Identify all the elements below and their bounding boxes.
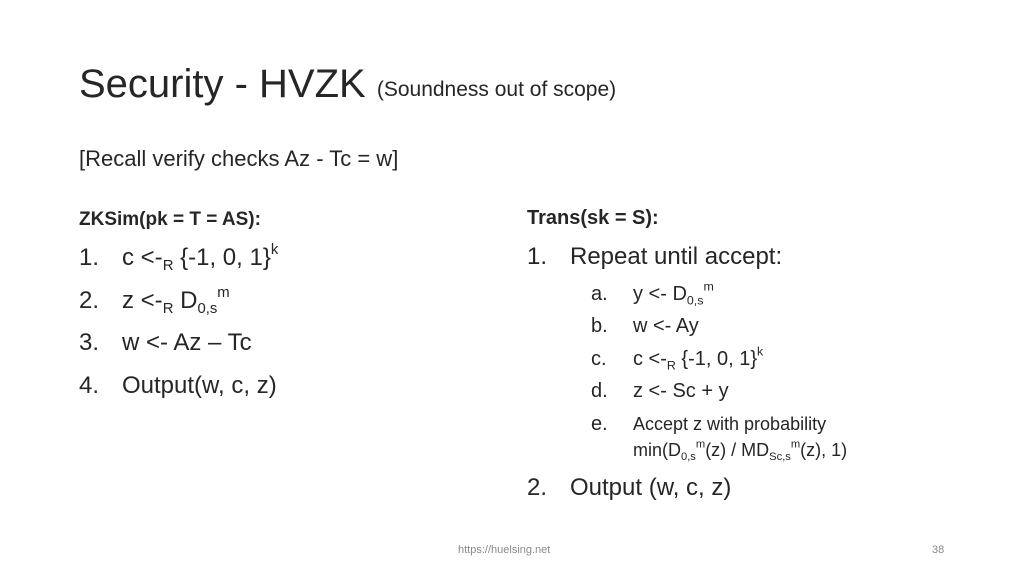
list-letter: a. xyxy=(591,283,608,305)
title-note: (Soundness out of scope) xyxy=(376,78,617,101)
list-number: 3. xyxy=(79,329,100,356)
list-number: 1. xyxy=(79,244,100,271)
title-main: Security - HVZK xyxy=(79,62,366,106)
footer-url: https://huelsing.net xyxy=(458,544,551,556)
trans-header: Trans(sk = S): xyxy=(527,207,659,229)
list-number: 2. xyxy=(79,287,100,314)
page-number: 38 xyxy=(932,544,945,556)
list-number: 2. xyxy=(527,474,548,501)
list-number: 4. xyxy=(79,372,100,399)
recall-note: [Recall verify checks Az - Tc = w] xyxy=(79,146,399,171)
slide-title xyxy=(79,58,616,116)
list-letter: e. xyxy=(591,413,608,435)
list-letter: c. xyxy=(591,348,607,370)
list-letter: d. xyxy=(591,380,608,402)
list-letter: b. xyxy=(591,315,608,337)
zksim-header: ZKSim(pk = T = AS): xyxy=(79,209,261,230)
list-number: 1. xyxy=(527,243,548,270)
